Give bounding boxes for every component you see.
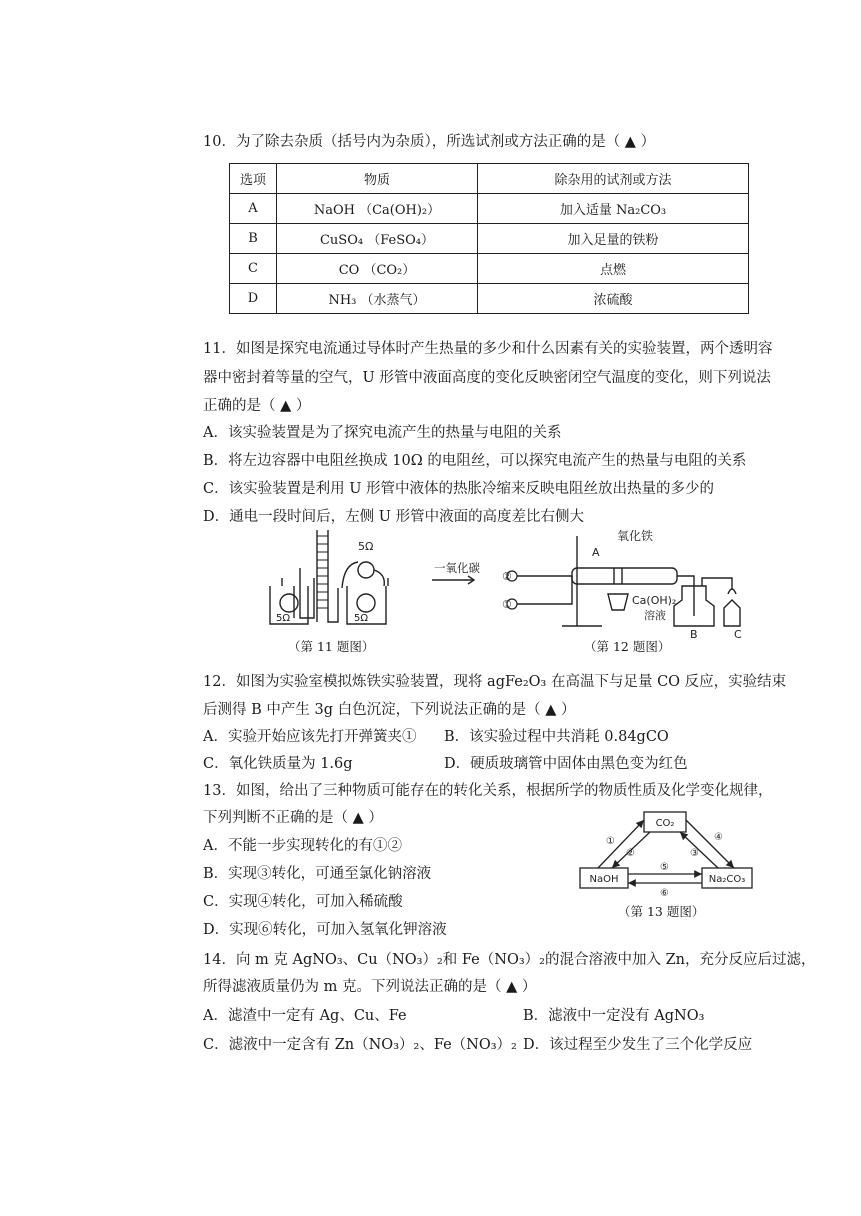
q11-option-a: A．该实验装置是为了探究电流产生的热量与电阻的关系	[203, 425, 562, 441]
node-naoh: NaOH	[589, 874, 619, 885]
table-row	[230, 194, 749, 224]
q12-option-a: A．实验开始应该先打开弹簧夹①	[203, 729, 417, 745]
row-method: 加入适量 Na₂CO₃	[478, 194, 749, 224]
q12-option-b: B．该实验过程中共消耗 0.84gCO	[444, 729, 669, 745]
solution-label-l2: 溶液	[644, 609, 666, 622]
q14-option-a: A．滤渣中一定有 Ag、Cu、Fe	[203, 1008, 407, 1024]
row-method: 点燃	[478, 254, 749, 284]
q13-figure	[576, 806, 776, 896]
iron-oxide-label: 氧化铁	[617, 529, 654, 543]
row-label: C	[230, 254, 277, 284]
solution-label-l1: Ca(OH)₂	[632, 594, 677, 607]
resistor-left-label: 5Ω	[276, 613, 291, 624]
q10-options-table	[229, 163, 749, 314]
header-method: 除杂用的试剂或方法	[478, 164, 749, 194]
q12-stem-line2: 后测得 B 中产生 3g 白色沉淀，下列说法正确的是（ ▲ ）	[203, 702, 576, 718]
row-method: 浓硫酸	[478, 284, 749, 314]
q13-option-a: A．不能一步实现转化的有①②	[203, 838, 402, 854]
q14-option-c: C．滤液中一定含有 Zn（NO₃）₂、Fe（NO₃）₂	[203, 1037, 517, 1053]
label-b: B	[690, 628, 698, 640]
q12-option-c: C．氧化铁质量为 1.6g	[203, 756, 353, 772]
q11-figure-caption: （第 11 题图）	[288, 639, 375, 654]
table-row	[230, 284, 749, 314]
table-row	[230, 224, 749, 254]
q14-stem-line1: 14．向 m 克 AgNO₃、Cu（NO₃）₂和 Fe（NO₃）₂的混合溶液中加入 Zn，充分反应后过滤，	[203, 952, 816, 968]
q11-stem-line1: 11．如图是探究电流通过导体时产生热量的多少和什么因素有关的实验装置，两个透明容	[203, 341, 773, 357]
resistor-top-label: 5Ω	[358, 540, 374, 553]
arrow-4-label: ④	[714, 832, 723, 843]
q13-option-b: B．实现③转化，可通至氯化钠溶液	[203, 866, 432, 882]
q11-option-d: D．通电一段时间后，左侧 U 形管中液面的高度差比右侧大	[203, 509, 585, 525]
row-substance: CO （CO₂）	[277, 254, 478, 284]
header-option: 选项	[230, 164, 277, 194]
q11-stem-line3: 正确的是（ ▲ ）	[203, 398, 311, 414]
arrow-6-label: ⑥	[660, 888, 669, 896]
label-c: C	[734, 628, 742, 640]
row-substance: NaOH （Ca(OH)₂）	[277, 194, 478, 224]
q13-figure-caption: （第 13 题图）	[618, 904, 705, 919]
row-label: D	[230, 284, 277, 314]
valve-1-label: ①	[502, 598, 512, 611]
row-method: 加入足量的铁粉	[478, 224, 749, 254]
resistor-right-label: 5Ω	[354, 613, 369, 624]
q12-figure-caption: （第 12 题图）	[584, 639, 671, 654]
table-row	[230, 254, 749, 284]
arrow-3-label: ③	[690, 848, 699, 859]
q12-stem-line1: 12．如图为实验室模拟炼铁实验装置，现将 agFe₂O₃ 在高温下与足量 CO 反应，实验结束	[203, 674, 787, 690]
q11-figure	[262, 528, 412, 634]
q13-option-d: D．实现⑥转化，可加入氢氧化钾溶液	[203, 922, 447, 938]
q10-stem: 10．为了除去杂质（括号内为杂质），所选试剂或方法正确的是（ ▲ ）	[203, 134, 656, 150]
q14-stem-line2: 所得滤液质量仍为 m 克。下列说法正确的是（ ▲ ）	[203, 979, 537, 995]
arrow-2-label: ②	[626, 848, 635, 859]
q11-option-c: C．该实验装置是利用 U 形管中液体的热胀冷缩来反映电阻丝放出热量的多少的	[203, 481, 715, 497]
q13-stem-line1: 13．如图，给出了三种物质可能存在的转化关系，根据所学的物质性质及化学变化规律，	[203, 783, 773, 799]
header-substance: 物质	[277, 164, 478, 194]
node-co2: CO₂	[655, 818, 675, 829]
q12-option-d: D．硬质玻璃管中固体由黑色变为红色	[444, 756, 688, 772]
q13-stem-line2: 下列判断不正确的是（ ▲ ）	[203, 810, 383, 826]
q11-stem-line2: 器中密封着等量的空气，U 形管中液面高度的变化反映密闭空气温度的变化，则下列说法	[203, 370, 771, 386]
row-label: A	[230, 194, 277, 224]
arrow-5-label: ⑤	[660, 862, 669, 873]
table-header-row	[230, 164, 749, 194]
q14-option-d: D．该过程至少发生了三个化学反应	[523, 1037, 753, 1053]
row-substance: NH₃ （水蒸气）	[277, 284, 478, 314]
node-na2co3: Na₂CO₃	[708, 874, 746, 885]
label-a: A	[592, 546, 600, 559]
q12-figure	[432, 528, 762, 640]
q11-option-b: B．将左边容器中电阻丝换成 10Ω 的电阻丝，可以探究电流产生的热量与电阻的关系	[203, 453, 747, 469]
row-label: B	[230, 224, 277, 254]
row-substance: CuSO₄ （FeSO₄）	[277, 224, 478, 254]
q14-option-b: B．滤液中一定没有 AgNO₃	[523, 1008, 705, 1024]
q13-option-c: C．实现④转化，可加入稀硫酸	[203, 894, 403, 910]
co-inlet-label: 一氧化碳	[434, 561, 480, 575]
arrow-1-label: ①	[606, 836, 615, 847]
valve-2-label: ②	[502, 570, 512, 583]
